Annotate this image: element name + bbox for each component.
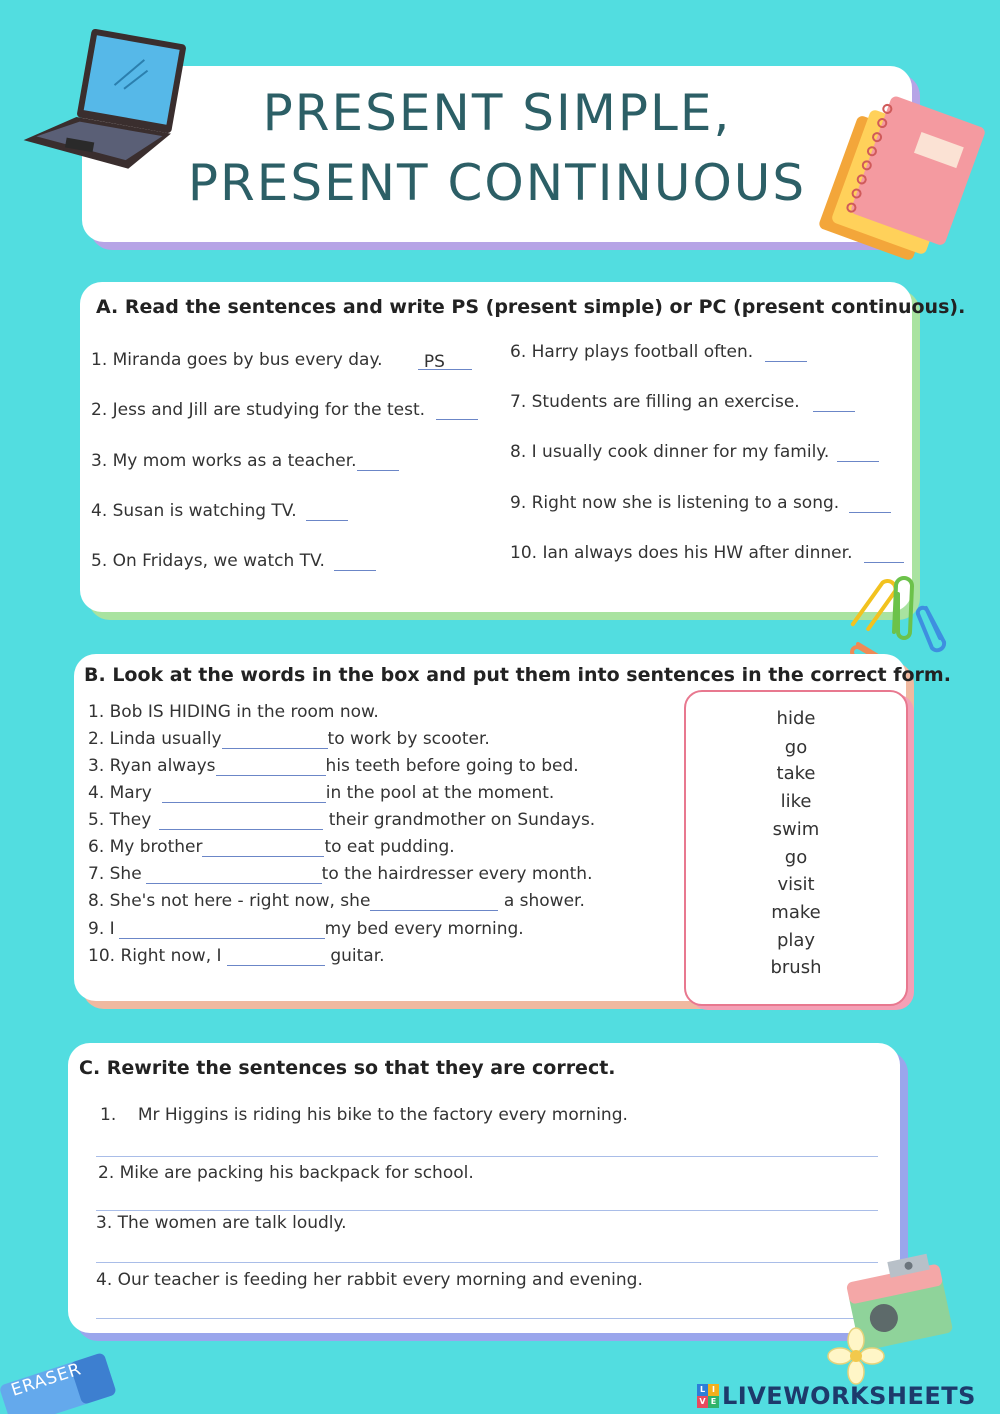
- list-item: [88, 702, 379, 722]
- answer-blank[interactable]: [146, 865, 322, 884]
- answer-line[interactable]: [96, 1210, 878, 1211]
- word-box-item: take: [776, 763, 816, 784]
- item-text: guitar.: [330, 946, 385, 966]
- item-text: 7. Students are filling an exercise.: [510, 392, 800, 412]
- answer-blank[interactable]: [864, 545, 904, 563]
- title-line-1: PRESENT SIMPLE,: [262, 84, 732, 142]
- item-text: 1. Bob IS HIDING in the room now.: [88, 702, 379, 722]
- flower-icon: [826, 1326, 886, 1386]
- word-box-item: go: [784, 847, 808, 868]
- list-item: [91, 400, 478, 420]
- answer-line[interactable]: [96, 1262, 878, 1263]
- item-text: 9. Right now she is listening to a song.: [510, 493, 840, 513]
- answer-blank[interactable]: [202, 838, 324, 857]
- answer-blank[interactable]: [837, 444, 879, 462]
- title-card: [82, 66, 912, 242]
- list-item: [88, 919, 524, 939]
- list-item: [88, 756, 579, 776]
- item-text: 4. Susan is watching TV.: [91, 501, 297, 521]
- item-text: 7. She: [88, 864, 142, 884]
- item-text: 4. Mary: [88, 783, 152, 803]
- item-text: my bed every morning.: [324, 919, 524, 939]
- list-item: [91, 350, 472, 370]
- answer-blank[interactable]: [849, 495, 891, 513]
- list-item: [510, 342, 807, 362]
- list-item: [88, 810, 595, 830]
- item-text: his teeth before going to bed.: [325, 756, 579, 776]
- answer-blank[interactable]: [222, 730, 328, 749]
- item-text: 3. My mom works as a teacher.: [91, 451, 357, 471]
- item-text: 8. I usually cook dinner for my family.: [510, 442, 830, 462]
- item-text: 6. Harry plays football often.: [510, 342, 754, 362]
- item-text: to work by scooter.: [327, 729, 490, 749]
- item-text: 5. They: [88, 810, 152, 830]
- answer-blank[interactable]: [159, 811, 323, 830]
- watermark-badge: [697, 1384, 719, 1408]
- section-b-heading: B. Look at the words in the box and put them into sentences in the correct form.: [84, 664, 951, 686]
- item-text: 3. Ryan always: [88, 756, 216, 776]
- section-a-heading: A. Read the sentences and write PS (present simple) or PC (present continuous).: [96, 296, 966, 318]
- word-box-item: swim: [772, 819, 820, 840]
- list-item: [88, 783, 554, 803]
- list-item: [91, 501, 348, 521]
- word-box-item: brush: [770, 957, 822, 978]
- answer-blank[interactable]: [813, 394, 855, 412]
- watermark-text: LIVEWORKSHEETS: [722, 1382, 976, 1410]
- answer-line[interactable]: [96, 1156, 878, 1157]
- list-item: [88, 946, 385, 966]
- item-text: 2. Linda usually: [88, 729, 222, 749]
- list-item: [91, 551, 376, 571]
- list-item: 2. Mike are packing his backpack for school.: [98, 1163, 474, 1183]
- word-box-item: make: [771, 902, 821, 923]
- list-item: [88, 729, 490, 749]
- item-text: 10. Ian always does his HW after dinner.: [510, 543, 853, 563]
- section-c-heading: C. Rewrite the sentences so that they are correct.: [79, 1057, 616, 1079]
- list-item: [91, 451, 399, 471]
- eraser-label: ERASER: [8, 1359, 85, 1401]
- item-text: a shower.: [503, 891, 585, 911]
- answer-blank[interactable]: [357, 453, 399, 471]
- section-a-card: [80, 282, 966, 612]
- answer-blank[interactable]: [436, 402, 478, 420]
- list-item: 1. Mr Higgins is riding his bike to the factory every morning.: [100, 1105, 628, 1125]
- list-item: [88, 837, 455, 857]
- answer-blank[interactable]: [216, 757, 326, 776]
- badge-letter: V: [697, 1396, 708, 1408]
- item-text: 6. My brother: [88, 837, 203, 857]
- watermark: [697, 1382, 997, 1412]
- answer-blank[interactable]: [334, 553, 376, 571]
- item-text: 5. On Fridays, we watch TV.: [91, 551, 325, 571]
- word-box: [684, 690, 908, 1006]
- list-item: [510, 392, 855, 412]
- item-text: to the hairdresser every month.: [321, 864, 593, 884]
- answer-blank[interactable]: [765, 344, 807, 362]
- word-box-item: play: [776, 930, 816, 951]
- eraser-icon: [0, 1344, 144, 1414]
- answer-line[interactable]: [96, 1318, 878, 1319]
- list-item: [510, 543, 904, 563]
- item-text: 1. Miranda goes by bus every day.: [91, 350, 383, 370]
- item-text: in the pool at the moment.: [325, 783, 555, 803]
- answer-blank[interactable]: PS: [418, 352, 472, 370]
- list-item: [88, 891, 585, 911]
- word-box-item: go: [784, 737, 808, 758]
- item-text: 10. Right now, I: [88, 946, 222, 966]
- word-box-item: visit: [777, 874, 815, 895]
- badge-letter: I: [708, 1384, 719, 1396]
- item-text: their grandmother on Sundays.: [328, 810, 596, 830]
- word-box-item: like: [780, 791, 812, 812]
- title-line-2: PRESENT CONTINUOUS: [187, 154, 807, 212]
- item-text: 9. I: [88, 919, 115, 939]
- badge-letter: E: [708, 1396, 719, 1408]
- list-item: [510, 493, 891, 513]
- section-b-card: [74, 654, 951, 1001]
- list-item: 3. The women are talk loudly.: [96, 1213, 347, 1233]
- word-box-item: hide: [776, 708, 816, 729]
- item-text: 2. Jess and Jill are studying for the test.: [91, 400, 426, 420]
- item-text: 8. She's not here - right now, she: [88, 891, 371, 911]
- badge-letter: L: [697, 1384, 708, 1396]
- answer-blank[interactable]: [119, 920, 325, 939]
- notebooks-icon: [808, 92, 988, 272]
- answer-blank[interactable]: [370, 892, 498, 911]
- list-item: [88, 864, 592, 884]
- answer-blank[interactable]: [227, 947, 325, 966]
- answer-blank[interactable]: [306, 503, 348, 521]
- answer-blank[interactable]: [162, 784, 326, 803]
- laptop-icon: [22, 24, 192, 174]
- item-text: to eat pudding.: [324, 837, 455, 857]
- list-item: 4. Our teacher is feeding her rabbit every morning and evening.: [96, 1270, 643, 1290]
- list-item: [510, 442, 879, 462]
